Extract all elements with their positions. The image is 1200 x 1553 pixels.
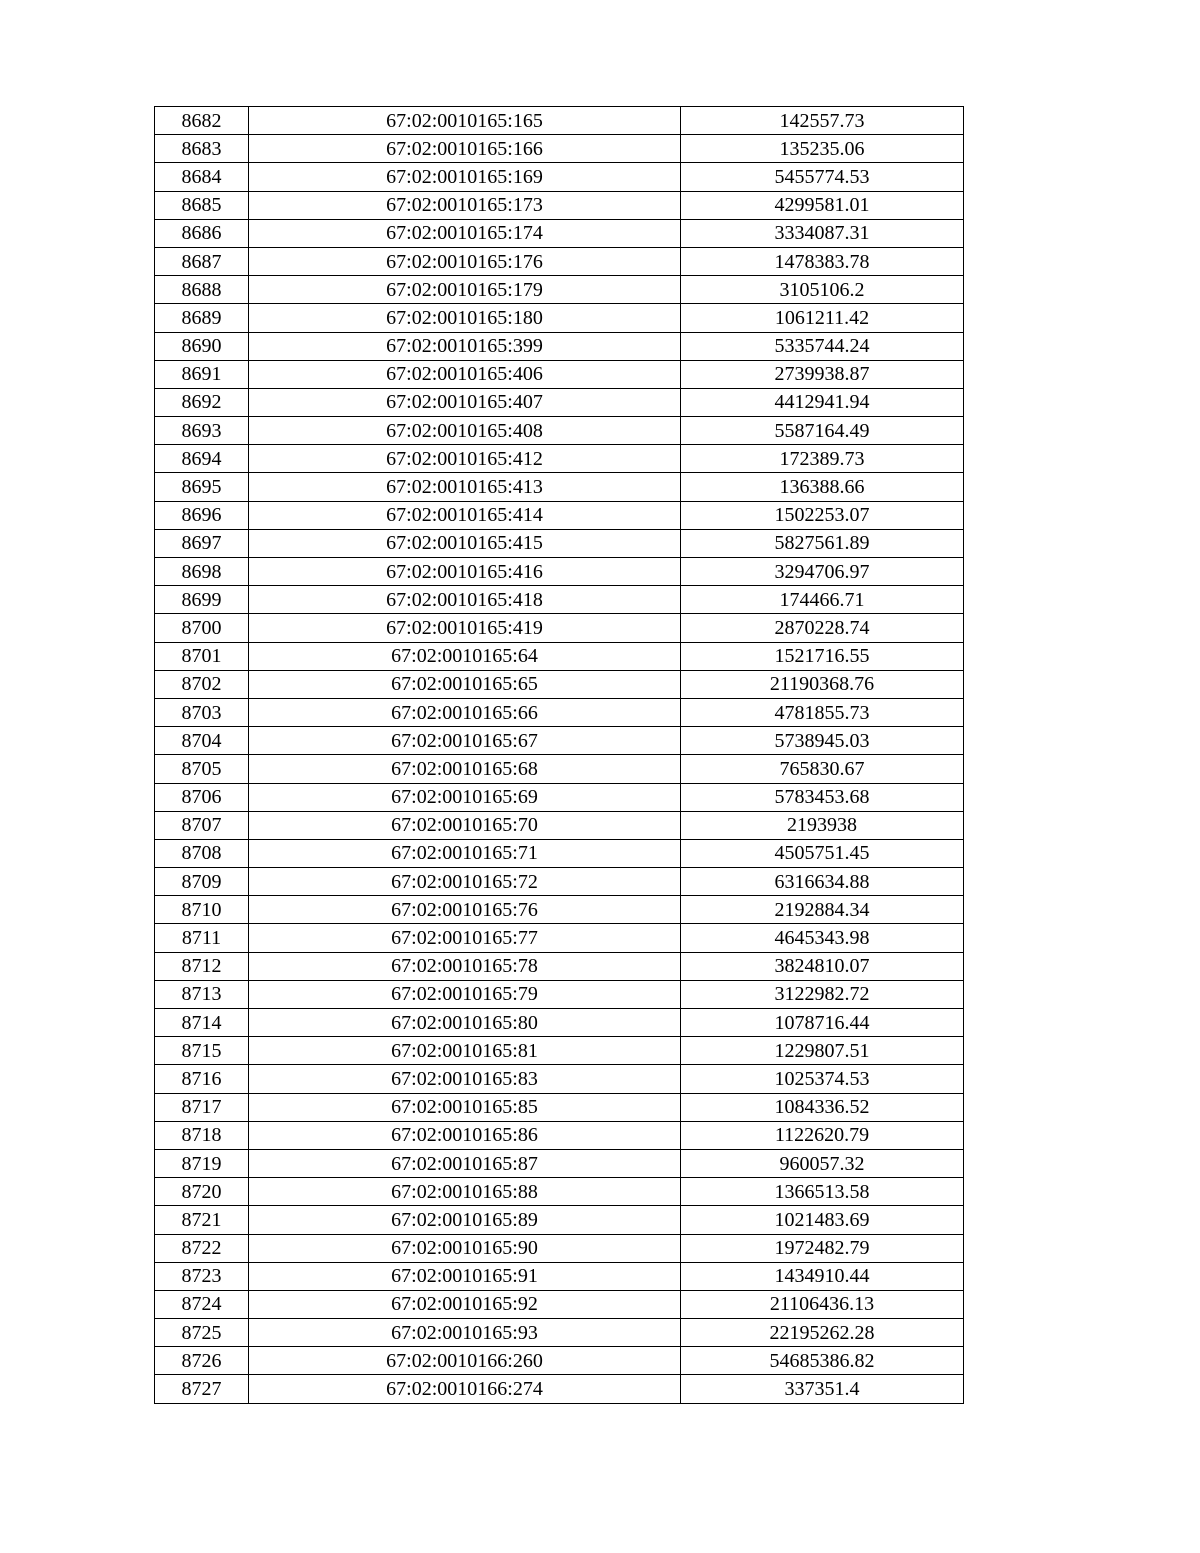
cadastral-number-cell: 67:02:0010165:179 (249, 276, 681, 304)
cadastral-value-cell: 2870228.74 (681, 614, 964, 642)
row-number-cell: 8707 (155, 811, 249, 839)
table-row (155, 1206, 964, 1234)
cadastral-number-cell: 67:02:0010165:407 (249, 388, 681, 416)
row-number-cell: 8692 (155, 388, 249, 416)
row-number-cell: 8686 (155, 219, 249, 247)
cadastral-number-cell: 67:02:0010165:416 (249, 558, 681, 586)
cadastral-value-cell: 5827561.89 (681, 529, 964, 557)
row-number-cell: 8701 (155, 642, 249, 670)
row-number-cell: 8725 (155, 1319, 249, 1347)
row-number-cell: 8693 (155, 417, 249, 445)
row-number-cell: 8687 (155, 247, 249, 275)
cadastral-number-cell: 67:02:0010165:92 (249, 1290, 681, 1318)
table-row (155, 473, 964, 501)
row-number-cell: 8689 (155, 304, 249, 332)
cadastral-value-cell: 2192884.34 (681, 896, 964, 924)
cadastral-number-cell: 67:02:0010165:165 (249, 107, 681, 135)
cadastral-number-cell: 67:02:0010165:67 (249, 727, 681, 755)
table-row (155, 1347, 964, 1375)
table-row (155, 135, 964, 163)
cadastral-number-cell: 67:02:0010165:76 (249, 896, 681, 924)
cadastral-value-cell: 2739938.87 (681, 360, 964, 388)
cadastral-value-cell: 1366513.58 (681, 1178, 964, 1206)
row-number-cell: 8721 (155, 1206, 249, 1234)
cadastral-number-cell: 67:02:0010165:408 (249, 417, 681, 445)
row-number-cell: 8708 (155, 839, 249, 867)
cadastral-value-cell: 5335744.24 (681, 332, 964, 360)
row-number-cell: 8682 (155, 107, 249, 135)
cadastral-value-cell: 3122982.72 (681, 980, 964, 1008)
cadastral-value-cell: 1084336.52 (681, 1093, 964, 1121)
table-row (155, 811, 964, 839)
table-row (155, 445, 964, 473)
table-row (155, 1121, 964, 1149)
cadastral-number-cell: 67:02:0010165:174 (249, 219, 681, 247)
table-row (155, 501, 964, 529)
cadastral-value-cell: 1521716.55 (681, 642, 964, 670)
cadastral-number-cell: 67:02:0010165:66 (249, 698, 681, 726)
cadastral-number-cell: 67:02:0010165:65 (249, 670, 681, 698)
row-number-cell: 8726 (155, 1347, 249, 1375)
table-row (155, 614, 964, 642)
table-body (155, 107, 964, 1404)
cadastral-value-cell: 172389.73 (681, 445, 964, 473)
cadastral-value-cell: 5455774.53 (681, 163, 964, 191)
row-number-cell: 8697 (155, 529, 249, 557)
row-number-cell: 8722 (155, 1234, 249, 1262)
row-number-cell: 8696 (155, 501, 249, 529)
row-number-cell: 8714 (155, 1009, 249, 1037)
cadastral-number-cell: 67:02:0010165:90 (249, 1234, 681, 1262)
cadastral-value-cell: 21190368.76 (681, 670, 964, 698)
table-row (155, 332, 964, 360)
cadastral-number-cell: 67:02:0010165:83 (249, 1065, 681, 1093)
cadastral-number-cell: 67:02:0010165:87 (249, 1149, 681, 1177)
row-number-cell: 8704 (155, 727, 249, 755)
table-row (155, 839, 964, 867)
table-row (155, 727, 964, 755)
cadastral-value-table (154, 106, 964, 1404)
cadastral-number-cell: 67:02:0010165:180 (249, 304, 681, 332)
row-number-cell: 8724 (155, 1290, 249, 1318)
cadastral-number-cell: 67:02:0010165:72 (249, 868, 681, 896)
cadastral-number-cell: 67:02:0010165:176 (249, 247, 681, 275)
table-row (155, 1009, 964, 1037)
row-number-cell: 8718 (155, 1121, 249, 1149)
row-number-cell: 8723 (155, 1262, 249, 1290)
cadastral-number-cell: 67:02:0010165:89 (249, 1206, 681, 1234)
row-number-cell: 8717 (155, 1093, 249, 1121)
cadastral-value-cell: 1122620.79 (681, 1121, 964, 1149)
cadastral-value-cell: 135235.06 (681, 135, 964, 163)
cadastral-number-cell: 67:02:0010165:412 (249, 445, 681, 473)
cadastral-number-cell: 67:02:0010165:85 (249, 1093, 681, 1121)
cadastral-value-cell: 4781855.73 (681, 698, 964, 726)
cadastral-number-cell: 67:02:0010165:91 (249, 1262, 681, 1290)
table-row (155, 1178, 964, 1206)
table-row (155, 952, 964, 980)
cadastral-number-cell: 67:02:0010165:415 (249, 529, 681, 557)
table-row (155, 670, 964, 698)
row-number-cell: 8698 (155, 558, 249, 586)
cadastral-number-cell: 67:02:0010165:418 (249, 586, 681, 614)
table-row (155, 698, 964, 726)
row-number-cell: 8691 (155, 360, 249, 388)
cadastral-number-cell: 67:02:0010166:260 (249, 1347, 681, 1375)
cadastral-number-cell: 67:02:0010165:173 (249, 191, 681, 219)
table-row (155, 1290, 964, 1318)
table-row (155, 586, 964, 614)
row-number-cell: 8700 (155, 614, 249, 642)
table-row (155, 529, 964, 557)
cadastral-number-cell: 67:02:0010165:81 (249, 1037, 681, 1065)
table-row (155, 417, 964, 445)
cadastral-value-cell: 337351.4 (681, 1375, 964, 1403)
cadastral-value-cell: 6316634.88 (681, 868, 964, 896)
cadastral-value-cell: 2193938 (681, 811, 964, 839)
table-row (155, 755, 964, 783)
cadastral-value-cell: 765830.67 (681, 755, 964, 783)
cadastral-value-cell: 4645343.98 (681, 924, 964, 952)
row-number-cell: 8683 (155, 135, 249, 163)
row-number-cell: 8684 (155, 163, 249, 191)
table-row (155, 924, 964, 952)
table-row (155, 1037, 964, 1065)
cadastral-value-cell: 5738945.03 (681, 727, 964, 755)
cadastral-number-cell: 67:02:0010166:274 (249, 1375, 681, 1403)
cadastral-number-cell: 67:02:0010165:406 (249, 360, 681, 388)
table-row (155, 191, 964, 219)
cadastral-value-cell: 1502253.07 (681, 501, 964, 529)
table-row (155, 558, 964, 586)
row-number-cell: 8699 (155, 586, 249, 614)
table-row (155, 896, 964, 924)
table-row (155, 1375, 964, 1403)
cadastral-number-cell: 67:02:0010165:169 (249, 163, 681, 191)
table-row (155, 1149, 964, 1177)
table-row (155, 360, 964, 388)
cadastral-value-cell: 1025374.53 (681, 1065, 964, 1093)
cadastral-value-cell: 960057.32 (681, 1149, 964, 1177)
cadastral-value-cell: 142557.73 (681, 107, 964, 135)
row-number-cell: 8716 (155, 1065, 249, 1093)
table-row (155, 783, 964, 811)
cadastral-value-cell: 54685386.82 (681, 1347, 964, 1375)
row-number-cell: 8702 (155, 670, 249, 698)
row-number-cell: 8695 (155, 473, 249, 501)
cadastral-value-cell: 4299581.01 (681, 191, 964, 219)
row-number-cell: 8710 (155, 896, 249, 924)
cadastral-value-cell: 1021483.69 (681, 1206, 964, 1234)
row-number-cell: 8713 (155, 980, 249, 1008)
table-row (155, 276, 964, 304)
row-number-cell: 8690 (155, 332, 249, 360)
cadastral-value-cell: 1434910.44 (681, 1262, 964, 1290)
cadastral-number-cell: 67:02:0010165:166 (249, 135, 681, 163)
cadastral-value-cell: 5783453.68 (681, 783, 964, 811)
row-number-cell: 8705 (155, 755, 249, 783)
row-number-cell: 8688 (155, 276, 249, 304)
row-number-cell: 8715 (155, 1037, 249, 1065)
cadastral-number-cell: 67:02:0010165:399 (249, 332, 681, 360)
cadastral-number-cell: 67:02:0010165:86 (249, 1121, 681, 1149)
cadastral-number-cell: 67:02:0010165:78 (249, 952, 681, 980)
table-row (155, 1234, 964, 1262)
row-number-cell: 8706 (155, 783, 249, 811)
cadastral-value-cell: 1478383.78 (681, 247, 964, 275)
table-row (155, 1262, 964, 1290)
cadastral-value-cell: 4412941.94 (681, 388, 964, 416)
cadastral-value-cell: 1061211.42 (681, 304, 964, 332)
cadastral-number-cell: 67:02:0010165:64 (249, 642, 681, 670)
table-row (155, 107, 964, 135)
cadastral-value-cell: 4505751.45 (681, 839, 964, 867)
table-row (155, 642, 964, 670)
cadastral-value-cell: 3294706.97 (681, 558, 964, 586)
table-row (155, 980, 964, 1008)
row-number-cell: 8712 (155, 952, 249, 980)
cadastral-number-cell: 67:02:0010165:70 (249, 811, 681, 839)
cadastral-value-cell: 1972482.79 (681, 1234, 964, 1262)
table-row (155, 868, 964, 896)
cadastral-value-cell: 136388.66 (681, 473, 964, 501)
row-number-cell: 8685 (155, 191, 249, 219)
cadastral-value-cell: 174466.71 (681, 586, 964, 614)
cadastral-value-cell: 3334087.31 (681, 219, 964, 247)
table-row (155, 304, 964, 332)
table-row (155, 219, 964, 247)
row-number-cell: 8694 (155, 445, 249, 473)
row-number-cell: 8703 (155, 698, 249, 726)
table-row (155, 1065, 964, 1093)
cadastral-number-cell: 67:02:0010165:77 (249, 924, 681, 952)
cadastral-value-cell: 1229807.51 (681, 1037, 964, 1065)
cadastral-number-cell: 67:02:0010165:413 (249, 473, 681, 501)
cadastral-value-cell: 5587164.49 (681, 417, 964, 445)
row-number-cell: 8719 (155, 1149, 249, 1177)
cadastral-value-cell: 21106436.13 (681, 1290, 964, 1318)
cadastral-number-cell: 67:02:0010165:93 (249, 1319, 681, 1347)
cadastral-number-cell: 67:02:0010165:68 (249, 755, 681, 783)
cadastral-value-cell: 22195262.28 (681, 1319, 964, 1347)
cadastral-number-cell: 67:02:0010165:69 (249, 783, 681, 811)
cadastral-number-cell: 67:02:0010165:79 (249, 980, 681, 1008)
cadastral-number-cell: 67:02:0010165:88 (249, 1178, 681, 1206)
table-row (155, 1093, 964, 1121)
row-number-cell: 8720 (155, 1178, 249, 1206)
cadastral-number-cell: 67:02:0010165:414 (249, 501, 681, 529)
row-number-cell: 8711 (155, 924, 249, 952)
cadastral-value-cell: 1078716.44 (681, 1009, 964, 1037)
cadastral-value-cell: 3824810.07 (681, 952, 964, 980)
table-row (155, 1319, 964, 1347)
table-row (155, 388, 964, 416)
cadastral-value-cell: 3105106.2 (681, 276, 964, 304)
row-number-cell: 8727 (155, 1375, 249, 1403)
cadastral-number-cell: 67:02:0010165:71 (249, 839, 681, 867)
table-row (155, 247, 964, 275)
table-row (155, 163, 964, 191)
cadastral-number-cell: 67:02:0010165:80 (249, 1009, 681, 1037)
row-number-cell: 8709 (155, 868, 249, 896)
cadastral-number-cell: 67:02:0010165:419 (249, 614, 681, 642)
